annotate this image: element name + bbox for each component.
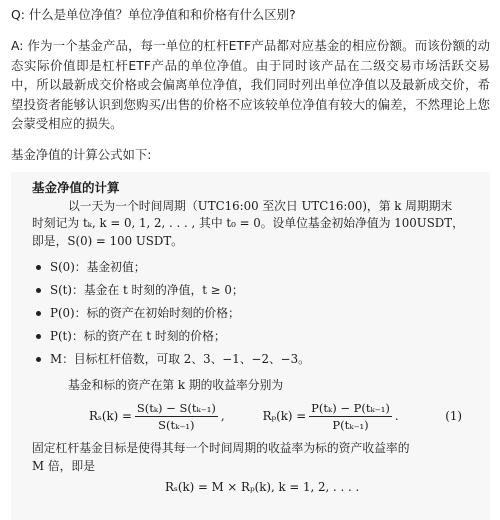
asset-yield-denominator: P(tₖ₋₁) bbox=[332, 417, 369, 432]
math-title: 基金净值的计算 bbox=[32, 179, 120, 195]
fund-yield-formula: Rₛ(k) = $\frac{\text{S(tₖ) − S(tₖ₋₁)}}{\text{S(tₖ₋₁)}}$ , bbox=[89, 400, 225, 432]
goal-line-1: 固定杠杆基金目标是使得其每一个时间周期的收益率为标的资产收益率的 bbox=[32, 441, 410, 455]
math-para-line-1: 以一天为一个时间周期（UTC16:00 至次日 UTC16:00)，第 k 周期期末 bbox=[68, 198, 453, 213]
fund-yield-fraction bbox=[135, 401, 218, 432]
list-item: S(0)：基金初值； bbox=[36, 256, 476, 279]
list-item: M：目标杠杆倍数，可取 2、3、−1、−2、−3。 bbox=[36, 348, 476, 371]
list-item: P(0)：标的资产在初始时刻的价格； bbox=[36, 302, 476, 325]
goal-paragraph bbox=[32, 440, 476, 475]
math-para-line-3: 即是，S(0) = 100 USDT。 bbox=[32, 233, 183, 248]
math-para-line-2: 时刻记为 tₖ, k = 0, 1, 2, . . . , 其中 t₀ = 0。设单位基金初始净值为 100USDT， bbox=[32, 216, 464, 230]
asset-yield-numerator: P(tₖ) − P(tₖ₋₁) bbox=[311, 400, 390, 415]
faq-answer: A: 作为一个基金产品，每一单位的杠杆ETF产品都对应基金的相应份额。而该份额的动态实际价值即是杠杆ETF产品的单位净值。由于同时该产品在二级交易市场活跃交易中，所以最新成交价格或会偏离单位净值，我们同时列出单位净值以及最新成交价，希望投资者能够认识到您购买/出售的价格不应该较单位净值有较大的偏差，不然理论上您会蒙受相应的损失。 bbox=[11, 38, 490, 131]
goal-line-2: M 倍，即是 bbox=[32, 458, 96, 473]
goal-formula: Rₛ(k) = M × Rₚ(k), k = 1, 2, . . . . bbox=[165, 480, 360, 494]
faq-question: Q: 什么是单位净值？单位净值和和价格有什么区别? bbox=[11, 7, 296, 22]
asset-yield-fraction bbox=[309, 401, 392, 432]
list-item: S(t)：基金在 t 时刻的净值，t ≥ 0； bbox=[36, 279, 476, 302]
math-definition-paragraph bbox=[32, 198, 476, 251]
variable-definition-list bbox=[32, 256, 476, 371]
asset-yield-formula: Rₚ(k) = $\frac{\text{P(tₖ) − P(tₖ₋₁)}}{\text{P(tₖ₋₁)}}$ . bbox=[262, 400, 399, 432]
yield-equation bbox=[32, 394, 476, 438]
formula-intro-text: 基金净值的计算公式如下: bbox=[11, 146, 152, 162]
fund-yield-denominator: S(tₖ₋₁) bbox=[158, 417, 195, 432]
list-item: P(t)：标的资产在 t 时刻的价格； bbox=[36, 325, 476, 348]
asset-yield-lhs: Rₚ(k) = bbox=[262, 409, 307, 423]
yield-intro: 基金和标的资产在第 k 期的收益率分别为 bbox=[68, 378, 284, 392]
equation-number: (1) bbox=[445, 409, 462, 423]
fund-yield-lhs: Rₛ(k) = bbox=[89, 409, 132, 423]
nav-formula-image bbox=[11, 172, 490, 520]
fund-yield-numerator: S(tₖ) − S(tₖ₋₁) bbox=[136, 400, 216, 415]
